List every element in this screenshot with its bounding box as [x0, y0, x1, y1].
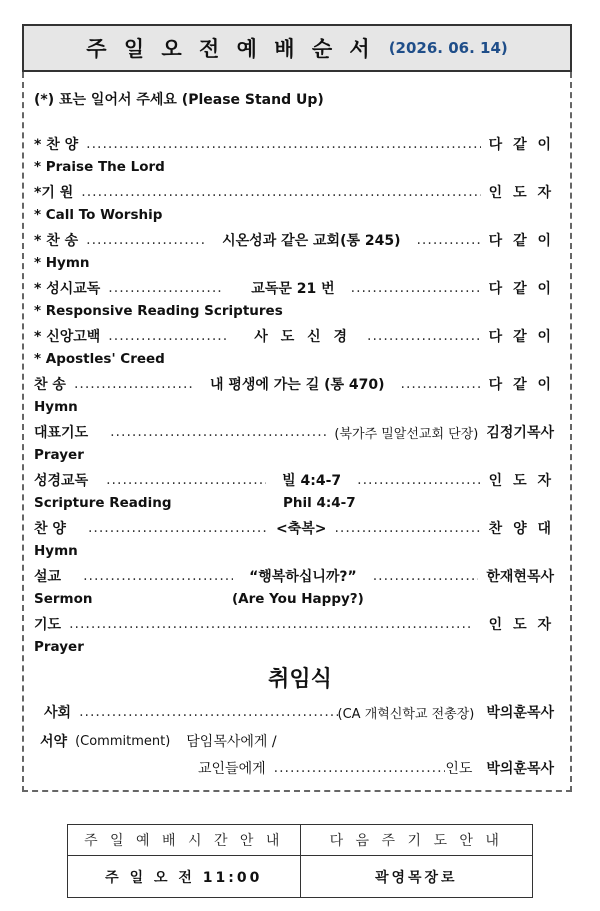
order-sub: Hymn — [34, 543, 78, 559]
order-sub: * Call To Worship — [34, 207, 163, 223]
order-row-prayer — [34, 613, 554, 635]
order-sub: Hymn — [34, 399, 78, 415]
order-row-sermon — [34, 565, 554, 587]
order-label: * 찬 송 — [34, 233, 79, 249]
installation-vow-row — [40, 730, 540, 752]
leader-dots — [110, 424, 326, 440]
vow-english: (Commitment) — [75, 733, 171, 749]
host-affiliation: (CA 개혁신학교 전총장) — [337, 706, 475, 722]
installation-title: 취임식 — [268, 667, 332, 692]
order-title: 교독문 21 번 — [251, 281, 335, 297]
leader-dots — [401, 376, 481, 392]
host-label: 사회 — [44, 705, 72, 721]
order-title: 내 평생에 가는 길 (통 470) — [209, 377, 385, 393]
bulletin-title: 주 일 오 전 예 배 순 서 — [86, 37, 375, 61]
leader-dots — [74, 376, 194, 392]
leader-dots — [367, 328, 481, 344]
order-leader: 인 도 자 — [488, 617, 554, 633]
installation-host-row — [44, 701, 554, 723]
order-row-representative-prayer — [34, 421, 554, 443]
order-sub-sermon-title: (Are You Happy?) — [232, 591, 364, 607]
order-leader: 다 같 이 — [488, 233, 554, 249]
order-label: * 성시교독 — [34, 281, 101, 297]
order-row-creed — [34, 325, 554, 347]
vow-line-2: 교인들에게 — [198, 761, 266, 777]
service-time-value: 주 일 오 전 11:00 — [68, 856, 301, 898]
next-prayer-value: 곽영목장로 — [300, 856, 533, 898]
order-sub: * Responsive Reading Scriptures — [34, 303, 283, 319]
leader-dots — [416, 232, 480, 248]
leader-dots — [351, 280, 481, 296]
leader-dots — [88, 520, 268, 536]
leader-dots — [334, 520, 480, 536]
order-row-invocation — [34, 181, 554, 203]
vow-lead: 인도 — [445, 761, 473, 777]
order-leader: 다 같 이 — [488, 281, 554, 297]
leader-dots — [86, 136, 481, 152]
order-label: * 신앙고백 — [34, 329, 101, 345]
order-leader: 인 도 자 — [488, 185, 554, 201]
order-leader: 한재현목사 — [486, 569, 554, 585]
leader-dots — [86, 232, 206, 248]
leader-dots — [373, 568, 479, 584]
order-sub: Prayer — [34, 447, 84, 463]
order-leader: 다 같 이 — [488, 329, 554, 345]
leader-dots — [81, 184, 480, 200]
order-label: 찬 송 — [34, 377, 66, 393]
table-row — [68, 856, 533, 898]
order-leader: 다 같 이 — [488, 377, 554, 393]
order-title: <축복> — [275, 521, 327, 537]
order-sub: * Apostles' Creed — [34, 351, 165, 367]
order-label: 대표기도 — [34, 425, 89, 441]
order-title: 시온성과 같은 교회(통 245) — [222, 233, 401, 249]
leader-dots — [357, 472, 481, 488]
order-leader: 인 도 자 — [488, 473, 554, 489]
leader-dots — [83, 568, 233, 584]
order-label: * 찬 양 — [34, 137, 79, 153]
order-label: 설교 — [34, 569, 62, 585]
order-leader: 김정기목사 — [486, 425, 554, 441]
bulletin-header — [22, 24, 572, 72]
order-title: “행복하십니까?” — [249, 569, 357, 585]
leader-dots — [106, 472, 266, 488]
leader-dots — [108, 328, 226, 344]
stand-up-note: (*) 표는 일어서 주세요 (Please Stand Up) — [34, 92, 324, 108]
bulletin-date: (2026. 06. 14) — [388, 39, 508, 57]
order-sub: * Hymn — [34, 255, 90, 271]
order-affiliation: (북가주 밀알선교회 단장) — [334, 426, 479, 442]
leader-dots — [69, 616, 471, 632]
table-row — [68, 825, 533, 856]
order-label: *기 원 — [34, 185, 74, 201]
order-label: 성경교독 — [34, 473, 89, 489]
host-name: 박의훈목사 — [486, 705, 554, 721]
vow-label: 서약 — [40, 734, 68, 750]
order-sub: Prayer — [34, 639, 84, 655]
order-row-anthem — [34, 517, 554, 539]
leader-dots — [79, 704, 337, 720]
order-leader: 찬 양 대 — [488, 521, 554, 537]
order-leader: 다 같 이 — [488, 137, 554, 153]
installation-vow-row-2 — [198, 757, 554, 779]
order-sub: * Praise The Lord — [34, 159, 165, 175]
order-title: 사 도 신 경 — [254, 329, 352, 345]
order-row-hymn-2 — [34, 373, 554, 395]
order-label: 찬 양 — [34, 521, 66, 537]
order-sub: Scripture Reading — [34, 495, 172, 511]
order-row-hymn — [34, 229, 554, 251]
order-row-scripture — [34, 469, 554, 491]
order-row-responsive-reading — [34, 277, 554, 299]
vow-leader-name: 박의훈목사 — [486, 761, 554, 777]
order-row-praise — [34, 133, 554, 155]
service-info-table — [67, 824, 533, 898]
order-sub: Sermon — [34, 591, 93, 607]
vow-line-1: 담임목사에게 / — [186, 734, 277, 750]
order-label: 기도 — [34, 617, 62, 633]
leader-dots — [108, 280, 223, 296]
service-time-header: 주 일 예 배 시 간 안 내 — [68, 825, 301, 856]
next-prayer-header: 다 음 주 기 도 안 내 — [300, 825, 533, 856]
order-sub-reference: Phil 4:4-7 — [283, 495, 356, 511]
leader-dots — [274, 760, 446, 776]
order-title: 빌 4:4-7 — [282, 473, 342, 489]
